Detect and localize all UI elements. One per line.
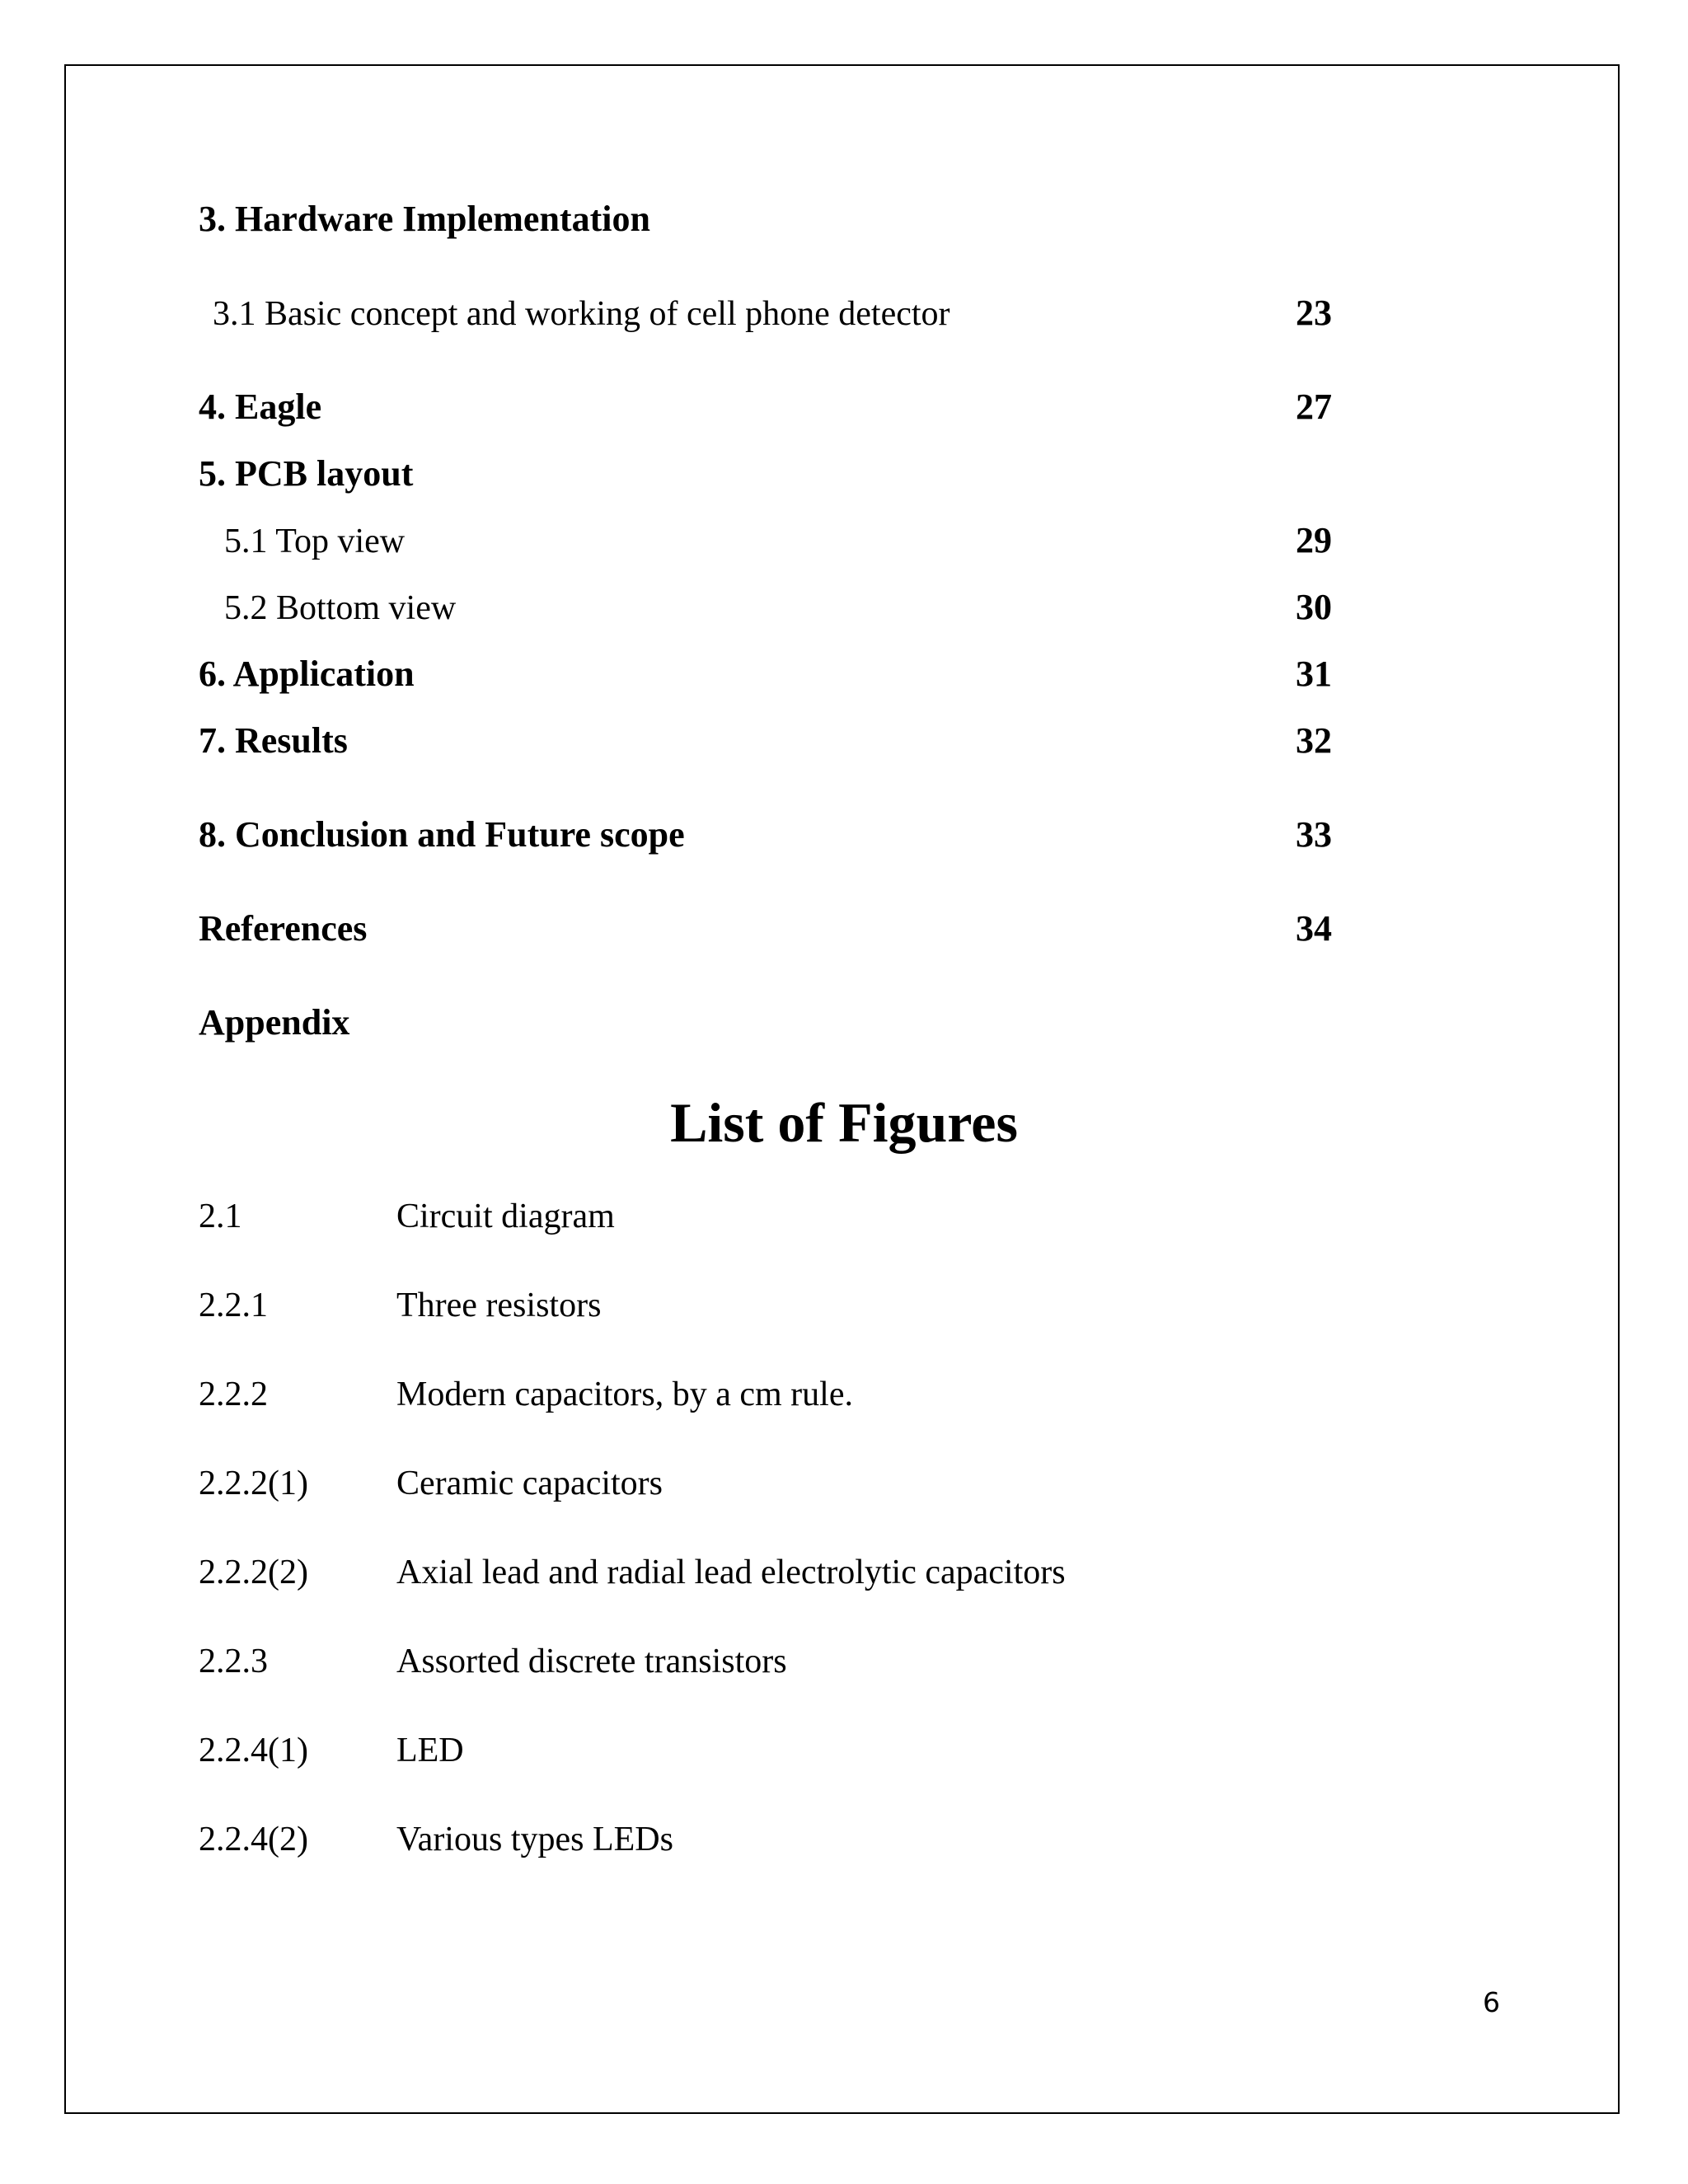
toc-entry-basic-concept	[213, 292, 1332, 334]
toc-entry-page: 23	[1296, 293, 1332, 333]
toc-entry-application	[199, 653, 1332, 695]
figure-number: 2.2.2	[199, 1376, 268, 1413]
toc-entry-label: 6. Application	[199, 654, 415, 694]
toc-entry-label: 3. Hardware Implementation	[199, 199, 650, 239]
figure-number: 2.2.2(2)	[199, 1554, 308, 1591]
toc-entry-label: 5.2 Bottom view	[224, 589, 457, 627]
figure-caption: Three resistors	[396, 1286, 602, 1324]
page-number: 6	[1483, 1986, 1500, 2018]
toc-entry-eagle	[199, 386, 1332, 428]
figure-number: 2.2.1	[199, 1286, 268, 1324]
toc-entry-page: 30	[1296, 587, 1332, 627]
toc-entry-top-view	[224, 519, 1332, 561]
toc-entry-label: 4. Eagle	[199, 387, 322, 427]
page-border	[64, 64, 1620, 2114]
toc-entry-label: 3.1 Basic concept and working of cell phone detector	[213, 295, 950, 333]
figure-caption: Circuit diagram	[396, 1197, 615, 1235]
toc-entry-conclusion	[199, 813, 1332, 855]
toc-entry-page: 27	[1296, 387, 1332, 427]
figure-caption: Various types LEDs	[396, 1821, 673, 1858]
figure-caption: Ceramic capacitors	[396, 1465, 663, 1502]
toc-entry-label: 7. Results	[199, 720, 348, 761]
toc-entry-label: Appendix	[199, 1002, 350, 1043]
toc-entry-appendix	[199, 1001, 1332, 1043]
figure-caption: Modern capacitors, by a cm rule.	[396, 1376, 853, 1413]
toc-entry-page: 29	[1296, 520, 1332, 560]
figure-caption: LED	[396, 1732, 464, 1769]
toc-entry-bottom-view	[224, 586, 1332, 628]
figure-caption: Assorted discrete transistors	[396, 1643, 787, 1680]
figure-number: 2.2.4(2)	[199, 1821, 308, 1858]
toc-entry-page: 31	[1296, 654, 1332, 694]
toc-entry-page: 32	[1296, 720, 1332, 761]
figure-number: 2.2.3	[199, 1643, 268, 1680]
toc-entry-page: 33	[1296, 814, 1332, 855]
figure-caption: Axial lead and radial lead electrolytic capacitors	[396, 1554, 1066, 1591]
toc-entry-results	[199, 719, 1332, 762]
toc-entry-page: 34	[1296, 908, 1332, 949]
figure-number: 2.2.4(1)	[199, 1732, 308, 1769]
toc-entry-label: 5. PCB layout	[199, 453, 414, 494]
toc-entry-hardware-implementation	[199, 198, 1332, 240]
figure-number: 2.1	[199, 1197, 242, 1235]
toc-entry-label: References	[199, 908, 368, 949]
toc-entry-pcb-layout	[199, 452, 1332, 494]
toc-entry-references	[199, 907, 1332, 949]
figure-number: 2.2.2(1)	[199, 1465, 308, 1502]
toc-entry-label: 5.1 Top view	[224, 523, 406, 560]
toc-entry-label: 8. Conclusion and Future scope	[199, 814, 685, 855]
list-of-figures-title: List of Figures	[670, 1091, 1018, 1154]
